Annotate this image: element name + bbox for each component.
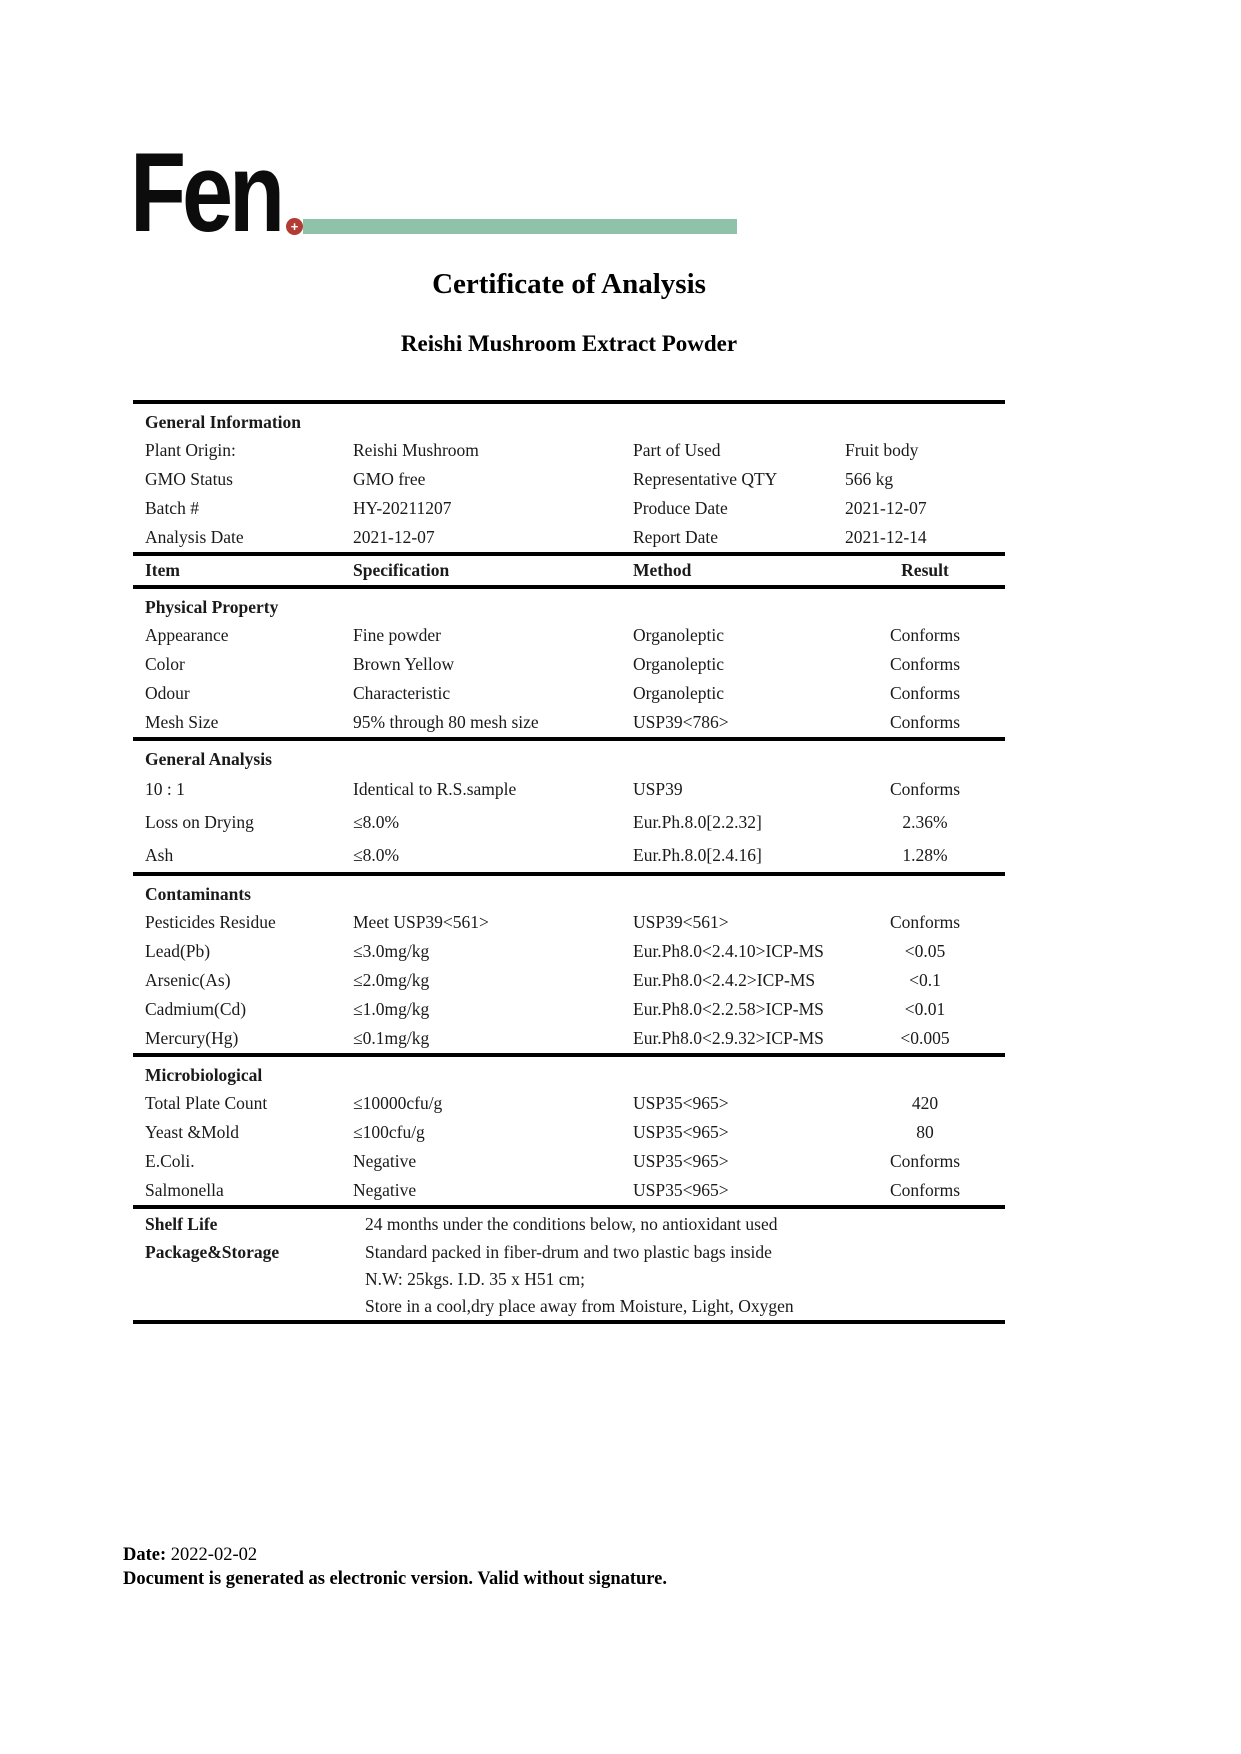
section-heading: General Analysis (145, 748, 272, 769)
general-info-label1: Plant Origin: (145, 440, 236, 460)
spec-cell-specification: ≤2.0mg/kg (353, 970, 430, 990)
spec-cell-result: 420 (911, 1093, 939, 1113)
spec-cell-result: <0.005 (900, 1028, 950, 1048)
general-info-value1: Reishi Mushroom (353, 440, 479, 460)
general-info-row (133, 523, 1005, 552)
general-information-section (133, 400, 1005, 552)
spec-cell-result: Conforms (890, 625, 960, 645)
spec-row (133, 650, 1005, 679)
spec-cell-method: Organoleptic (633, 625, 725, 645)
package-storage-line: Store in a cool,dry place away from Moisture, Light, Oxygen (365, 1296, 794, 1316)
spec-cell-specification: Identical to R.S.sample (353, 779, 517, 799)
spec-table-header (133, 552, 1005, 585)
spec-cell-item: Total Plate Count (145, 1093, 268, 1113)
shelf-life-label: Shelf Life (145, 1213, 218, 1234)
spec-cell-item: Salmonella (145, 1180, 224, 1200)
spec-cell-item: 10 : 1 (145, 779, 185, 799)
spec-cell-specification: ≤8.0% (353, 845, 400, 865)
general-info-label2: Report Date (633, 527, 719, 547)
general-info-row (133, 465, 1005, 494)
spec-cell-item: Appearance (145, 625, 229, 645)
spec-cell-specification: Meet USP39<561> (353, 912, 489, 932)
logo-underline-bar (303, 219, 737, 234)
spec-cell-method: Organoleptic (633, 654, 725, 674)
general-info-value1: HY-20211207 (353, 498, 452, 518)
product-name: Reishi Mushroom Extract Powder (400, 331, 738, 356)
spec-cell-specification: Negative (353, 1180, 417, 1200)
package-storage-row (133, 1266, 1005, 1293)
date-value: 2022-02-02 (170, 1545, 258, 1565)
spec-cell-item: Mesh Size (145, 712, 219, 732)
spec-cell-result: <0.01 (904, 999, 946, 1019)
general-info-value2: 2021-12-14 (845, 527, 927, 547)
general-info-label2: Produce Date (633, 498, 728, 518)
spec-cell-item: Mercury(Hg) (145, 1028, 239, 1048)
spec-cell-result: 2.36% (902, 812, 948, 832)
column-header-specification: Specification (353, 560, 450, 580)
spec-cell-result: Conforms (890, 779, 960, 799)
date-label: Date: (123, 1545, 167, 1565)
general-info-label1: Analysis Date (145, 527, 244, 547)
spec-cell-method: USP39 (633, 779, 683, 799)
logo-text: Fen (130, 130, 281, 255)
spec-cell-item: E.Coli. (145, 1151, 195, 1171)
spec-cell-method: Eur.Ph8.0<2.9.32>ICP-MS (633, 1028, 824, 1048)
general-info-value1: GMO free (353, 469, 426, 489)
spec-cell-method: USP39<786> (633, 712, 729, 732)
general-info-value2: 566 kg (845, 469, 894, 489)
spec-cell-specification: Negative (353, 1151, 417, 1171)
company-logo (130, 130, 314, 255)
general-info-label2: Part of Used (633, 440, 721, 460)
general-info-label1: GMO Status (145, 469, 233, 489)
spec-cell-specification: ≤10000cfu/g (353, 1093, 443, 1113)
spec-row (133, 966, 1005, 995)
spec-cell-result: Conforms (890, 683, 960, 703)
shelf-life-value: 24 months under the conditions below, no antioxidant used (365, 1213, 778, 1234)
package-storage-line: N.W: 25kgs. I.D. 35 x H51 cm; (365, 1269, 586, 1289)
general-information-rows (133, 436, 1005, 552)
spec-row (133, 806, 1005, 839)
spec-cell-item: Cadmium(Cd) (145, 999, 247, 1019)
spec-cell-specification: ≤100cfu/g (353, 1122, 425, 1142)
general-info-label2: Representative QTY (633, 469, 778, 489)
spec-cell-result: <0.05 (904, 941, 946, 961)
section-heading: Physical Property (145, 596, 279, 617)
spec-table-body (133, 585, 1005, 1205)
spec-cell-item: Loss on Drying (145, 812, 254, 832)
spec-cell-method: USP35<965> (633, 1122, 729, 1142)
spec-cell-result: 80 (916, 1122, 934, 1142)
section-heading: Contaminants (145, 883, 251, 904)
spec-section-microbiological (133, 1053, 1005, 1205)
spec-row (133, 1089, 1005, 1118)
spec-cell-item: Lead(Pb) (145, 941, 211, 961)
spec-cell-method: Eur.Ph.8.0[2.2.32] (633, 812, 762, 832)
document-footer (123, 1545, 667, 1590)
spec-row (133, 908, 1005, 937)
section-heading: Microbiological (145, 1064, 263, 1085)
general-info-value1: 2021-12-07 (353, 527, 435, 547)
coa-table (133, 400, 1005, 1324)
spec-cell-item: Ash (145, 845, 174, 865)
spec-row (133, 679, 1005, 708)
storage-section (133, 1205, 1005, 1324)
spec-cell-specification: Characteristic (353, 683, 451, 703)
package-storage-row (133, 1293, 1005, 1320)
spec-cell-method: USP35<965> (633, 1093, 729, 1113)
spec-section-physical-property (133, 585, 1005, 737)
spec-row (133, 1147, 1005, 1176)
spec-row (133, 621, 1005, 650)
spec-cell-item: Color (145, 654, 185, 674)
spec-row (133, 708, 1005, 737)
spec-section-contaminants (133, 872, 1005, 1053)
spec-row (133, 839, 1005, 872)
spec-cell-specification: 95% through 80 mesh size (353, 712, 539, 732)
spec-cell-result: 1.28% (902, 845, 948, 865)
general-info-value2: Fruit body (845, 440, 919, 460)
spec-cell-method: USP35<965> (633, 1151, 729, 1171)
spec-row (133, 995, 1005, 1024)
spec-cell-method: Eur.Ph8.0<2.4.10>ICP-MS (633, 941, 824, 961)
general-info-label1: Batch # (145, 498, 199, 518)
section-heading: General Information (145, 411, 302, 432)
column-header-method: Method (633, 560, 692, 580)
spec-cell-specification: Brown Yellow (353, 654, 455, 674)
package-storage-line: Standard packed in fiber-drum and two plastic bags inside (365, 1242, 772, 1262)
spec-cell-specification: ≤8.0% (353, 812, 400, 832)
package-storage-label: Package&Storage (145, 1242, 280, 1262)
spec-section-general-analysis (133, 737, 1005, 872)
spec-cell-method: Organoleptic (633, 683, 725, 703)
document-title: Certificate of Analysis (432, 268, 706, 300)
spec-cell-item: Odour (145, 683, 190, 703)
spec-cell-result: Conforms (890, 1180, 960, 1200)
column-header-item: Item (145, 560, 180, 580)
shelf-life-row (133, 1209, 1005, 1239)
spec-cell-method: Eur.Ph8.0<2.2.58>ICP-MS (633, 999, 824, 1019)
spec-row (133, 937, 1005, 966)
spec-cell-method: Eur.Ph.8.0[2.4.16] (633, 845, 762, 865)
general-info-value2: 2021-12-07 (845, 498, 927, 518)
package-storage-row (133, 1239, 1005, 1266)
column-header-result: Result (901, 560, 949, 580)
spec-cell-method: USP35<965> (633, 1180, 729, 1200)
footer-date-line (123, 1545, 667, 1566)
spec-cell-specification: ≤1.0mg/kg (353, 999, 430, 1019)
spec-cell-item: Arsenic(As) (145, 970, 231, 990)
spec-cell-result: Conforms (890, 712, 960, 732)
spec-cell-result: Conforms (890, 1151, 960, 1171)
general-info-row (133, 494, 1005, 523)
spec-cell-method: USP39<561> (633, 912, 729, 932)
general-info-row (133, 436, 1005, 465)
spec-cell-specification: ≤0.1mg/kg (353, 1028, 430, 1048)
spec-cell-result: <0.1 (909, 970, 941, 990)
spec-cell-specification: ≤3.0mg/kg (353, 941, 430, 961)
spec-cell-method: Eur.Ph8.0<2.4.2>ICP-MS (633, 970, 816, 990)
spec-cell-item: Pesticides Residue (145, 912, 276, 932)
spec-cell-item: Yeast &Mold (145, 1122, 240, 1142)
spec-row (133, 1118, 1005, 1147)
spec-cell-result: Conforms (890, 912, 960, 932)
spec-row (133, 1024, 1005, 1053)
spec-cell-result: Conforms (890, 654, 960, 674)
spec-row (133, 1176, 1005, 1205)
spec-row (133, 773, 1005, 806)
spec-cell-specification: Fine powder (353, 625, 441, 645)
logo-plus-icon: + (286, 218, 303, 235)
electronic-version-note: Document is generated as electronic version. Valid without signature. (123, 1569, 668, 1589)
